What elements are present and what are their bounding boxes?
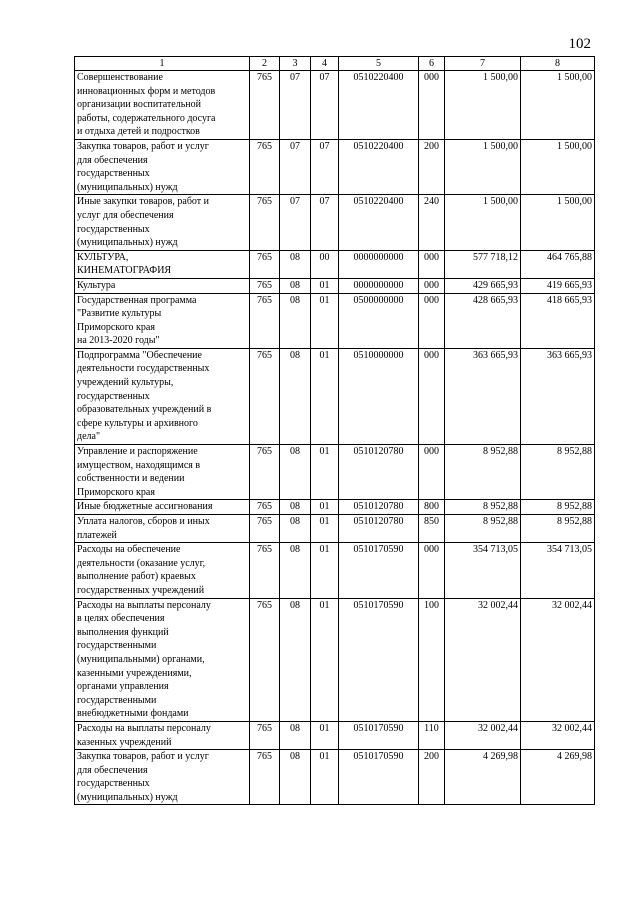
name-line: государственных	[77, 390, 150, 402]
cell-expense-type: 200	[419, 139, 445, 194]
cell-section-code: 07	[280, 139, 311, 194]
table-row	[75, 293, 595, 348]
cell-amount-col7: 32 002,44	[445, 598, 521, 721]
cell-name	[75, 293, 250, 348]
name-line: государственными	[77, 640, 157, 652]
cell-name	[75, 500, 250, 515]
cell-amount-col8: 464 765,88	[521, 250, 595, 278]
cell-amount-col7: 1 500,00	[445, 139, 521, 194]
cell-amount-col8: 32 002,44	[521, 598, 595, 721]
name-line: "Развитие культуры	[77, 308, 162, 320]
table-row	[75, 721, 595, 749]
cell-subsection-code: 01	[311, 348, 339, 444]
cell-ministry-code: 765	[250, 598, 280, 721]
cell-ministry-code: 765	[250, 543, 280, 598]
cell-name	[75, 445, 250, 500]
name-line: органами управления	[77, 681, 169, 693]
cell-section-code: 07	[280, 195, 311, 250]
name-line: Закупка товаров, работ и услуг	[77, 751, 209, 763]
name-line: деятельности (оказание услуг,	[77, 557, 206, 569]
cell-amount-col8: 8 952,88	[521, 445, 595, 500]
cell-expense-type: 000	[419, 278, 445, 293]
cell-amount-col8: 418 665,93	[521, 293, 595, 348]
name-line: Уплата налогов, сборов и иных	[77, 516, 210, 527]
cell-ministry-code: 765	[250, 278, 280, 293]
name-line: Иные бюджетные ассигнования	[77, 501, 213, 513]
name-line: КИНЕМАТОГРАФИЯ	[77, 265, 172, 277]
table-row	[75, 71, 595, 140]
name-line: дела"	[77, 431, 101, 443]
cell-subsection-code: 01	[311, 721, 339, 749]
cell-expense-type: 000	[419, 293, 445, 348]
name-line: образовательных учреждений в	[77, 404, 212, 416]
cell-ministry-code: 765	[250, 250, 280, 278]
name-line: Подпрограмма "Обеспечение	[77, 349, 202, 361]
cell-name	[75, 721, 250, 749]
name-line: КУЛЬТУРА,	[77, 251, 129, 263]
name-line: (муниципальных) нужд	[77, 237, 178, 249]
name-line: внебюджетными фондами	[77, 708, 189, 720]
cell-expense-type: 000	[419, 71, 445, 140]
name-line: в целях обеспечения	[77, 613, 165, 625]
cell-amount-col7: 429 665,93	[445, 278, 521, 293]
cell-expense-type: 100	[419, 598, 445, 721]
name-line: Приморского края	[77, 321, 155, 333]
name-line: платежей	[77, 529, 117, 541]
cell-subsection-code: 01	[311, 515, 339, 543]
cell-amount-col7: 4 269,98	[445, 750, 521, 805]
cell-expense-type: 850	[419, 515, 445, 543]
name-line: и отдыха детей и подростков	[77, 126, 200, 138]
cell-subsection-code: 07	[311, 195, 339, 250]
name-line: для обеспечения	[77, 764, 148, 776]
cell-ministry-code: 765	[250, 195, 280, 250]
cell-section-code: 08	[280, 250, 311, 278]
name-line: организации воспитательной	[77, 99, 201, 111]
cell-section-code: 08	[280, 293, 311, 348]
cell-ministry-code: 765	[250, 71, 280, 140]
cell-section-code: 08	[280, 515, 311, 543]
cell-section-code: 08	[280, 500, 311, 515]
name-line: собственности и ведении	[77, 473, 185, 485]
cell-name	[75, 250, 250, 278]
cell-amount-col7: 1 500,00	[445, 71, 521, 140]
name-line: Культура	[77, 279, 116, 291]
cell-subsection-code: 01	[311, 278, 339, 293]
cell-amount-col7: 8 952,88	[445, 500, 521, 515]
cell-amount-col7: 354 713,05	[445, 543, 521, 598]
cell-target-article: 0000000000	[339, 278, 419, 293]
table-row	[75, 598, 595, 721]
cell-ministry-code: 765	[250, 750, 280, 805]
name-line: Приморского края	[77, 486, 155, 498]
name-line: государственных	[77, 778, 150, 790]
table-body	[75, 71, 595, 805]
name-line: учреждений культуры,	[77, 377, 174, 389]
cell-amount-col8: 354 713,05	[521, 543, 595, 598]
cell-ministry-code: 765	[250, 445, 280, 500]
cell-target-article: 0500000000	[339, 293, 419, 348]
name-line: на 2013-2020 годы"	[77, 335, 160, 347]
cell-amount-col7: 577 718,12	[445, 250, 521, 278]
cell-section-code: 08	[280, 348, 311, 444]
cell-target-article: 0510220400	[339, 195, 419, 250]
cell-amount-col7: 8 952,88	[445, 445, 521, 500]
table-row	[75, 278, 595, 293]
cell-name	[75, 515, 250, 543]
cell-expense-type: 000	[419, 250, 445, 278]
cell-name	[75, 543, 250, 598]
name-line: работы, содержательного досуга	[77, 112, 216, 124]
cell-subsection-code: 01	[311, 750, 339, 805]
cell-target-article: 0510120780	[339, 500, 419, 515]
table-row	[75, 250, 595, 278]
name-line: имуществом, находящимся в	[77, 459, 201, 471]
cell-subsection-code: 01	[311, 500, 339, 515]
cell-name	[75, 139, 250, 194]
page-number: 102	[568, 36, 591, 52]
header-cell: 1	[75, 57, 250, 71]
table-row	[75, 195, 595, 250]
cell-amount-col8: 1 500,00	[521, 71, 595, 140]
budget-table	[74, 56, 595, 805]
cell-amount-col8: 8 952,88	[521, 500, 595, 515]
table-row	[75, 500, 595, 515]
cell-section-code: 07	[280, 71, 311, 140]
cell-ministry-code: 765	[250, 139, 280, 194]
table-header-row	[75, 57, 595, 71]
cell-amount-col7: 363 665,93	[445, 348, 521, 444]
name-line: выполнения функций	[77, 626, 169, 638]
cell-amount-col8: 4 269,98	[521, 750, 595, 805]
header-cell: 3	[280, 57, 311, 71]
name-line: услуг для обеспечения	[77, 209, 174, 221]
name-line: государственных	[77, 223, 150, 235]
table-row	[75, 515, 595, 543]
name-line: государственных	[77, 168, 150, 180]
cell-target-article: 0510170590	[339, 543, 419, 598]
name-line: Иные закупки товаров, работ и	[77, 196, 210, 208]
table-row	[75, 543, 595, 598]
cell-target-article: 0510120780	[339, 445, 419, 500]
cell-expense-type: 000	[419, 445, 445, 500]
cell-amount-col8: 32 002,44	[521, 721, 595, 749]
cell-section-code: 08	[280, 278, 311, 293]
cell-name	[75, 750, 250, 805]
cell-target-article: 0510000000	[339, 348, 419, 444]
cell-target-article: 0510170590	[339, 750, 419, 805]
table-row	[75, 750, 595, 805]
cell-section-code: 08	[280, 750, 311, 805]
cell-amount-col7: 1 500,00	[445, 195, 521, 250]
name-line: Расходы на выплаты персоналу	[77, 599, 211, 611]
cell-ministry-code: 765	[250, 293, 280, 348]
header-cell: 7	[445, 57, 521, 71]
cell-section-code: 08	[280, 543, 311, 598]
name-line: Расходы на выплаты персоналу	[77, 722, 211, 734]
name-line: (муниципальных) нужд	[77, 791, 178, 803]
cell-subsection-code: 01	[311, 445, 339, 500]
cell-ministry-code: 765	[250, 515, 280, 543]
cell-expense-type: 200	[419, 750, 445, 805]
header-cell: 6	[419, 57, 445, 71]
name-line: инновационных форм и методов	[77, 85, 216, 97]
cell-amount-col8: 419 665,93	[521, 278, 595, 293]
name-line: Закупка товаров, работ и услуг	[77, 140, 209, 152]
name-line: (муниципальными) органами,	[77, 653, 205, 665]
cell-expense-type: 000	[419, 543, 445, 598]
header-cell: 5	[339, 57, 419, 71]
table-row	[75, 139, 595, 194]
table-row	[75, 348, 595, 444]
cell-subsection-code: 01	[311, 543, 339, 598]
name-line: казенными учреждениями,	[77, 667, 192, 679]
cell-target-article: 0510120780	[339, 515, 419, 543]
cell-target-article: 0510220400	[339, 71, 419, 140]
cell-expense-type: 800	[419, 500, 445, 515]
cell-section-code: 08	[280, 445, 311, 500]
cell-name	[75, 348, 250, 444]
cell-name	[75, 598, 250, 721]
header-cell: 8	[521, 57, 595, 71]
cell-amount-col7: 428 665,93	[445, 293, 521, 348]
cell-target-article: 0510170590	[339, 721, 419, 749]
cell-amount-col8: 1 500,00	[521, 195, 595, 250]
name-line: выполнение работ) краевых	[77, 571, 196, 583]
cell-amount-col7: 8 952,88	[445, 515, 521, 543]
cell-amount-col8: 1 500,00	[521, 139, 595, 194]
cell-subsection-code: 01	[311, 598, 339, 721]
name-line: Совершенствование	[77, 72, 163, 83]
name-line: казенных учреждений	[77, 736, 172, 748]
name-line: государственными	[77, 694, 157, 706]
cell-target-article: 0510220400	[339, 139, 419, 194]
cell-subsection-code: 07	[311, 71, 339, 140]
name-line: (муниципальных) нужд	[77, 181, 178, 193]
header-cell: 2	[250, 57, 280, 71]
cell-subsection-code: 00	[311, 250, 339, 278]
header-cell: 4	[311, 57, 339, 71]
name-line: Расходы на обеспечение	[77, 544, 181, 556]
table-row	[75, 445, 595, 500]
name-line: Управление и распоряжение	[77, 446, 198, 458]
cell-subsection-code: 01	[311, 293, 339, 348]
name-line: деятельности государственных	[77, 363, 210, 375]
cell-name	[75, 195, 250, 250]
cell-subsection-code: 07	[311, 139, 339, 194]
cell-name	[75, 278, 250, 293]
cell-ministry-code: 765	[250, 348, 280, 444]
cell-expense-type: 110	[419, 721, 445, 749]
cell-expense-type: 240	[419, 195, 445, 250]
cell-name	[75, 71, 250, 140]
cell-section-code: 08	[280, 598, 311, 721]
cell-target-article: 0000000000	[339, 250, 419, 278]
name-line: сфере культуры и архивного	[77, 417, 198, 429]
cell-ministry-code: 765	[250, 500, 280, 515]
cell-amount-col8: 8 952,88	[521, 515, 595, 543]
cell-amount-col8: 363 665,93	[521, 348, 595, 444]
cell-section-code: 08	[280, 721, 311, 749]
cell-ministry-code: 765	[250, 721, 280, 749]
name-line: Государственная программа	[77, 294, 197, 306]
cell-amount-col7: 32 002,44	[445, 721, 521, 749]
cell-target-article: 0510170590	[339, 598, 419, 721]
name-line: государственных учреждений	[77, 584, 205, 596]
cell-expense-type: 000	[419, 348, 445, 444]
name-line: для обеспечения	[77, 154, 148, 166]
